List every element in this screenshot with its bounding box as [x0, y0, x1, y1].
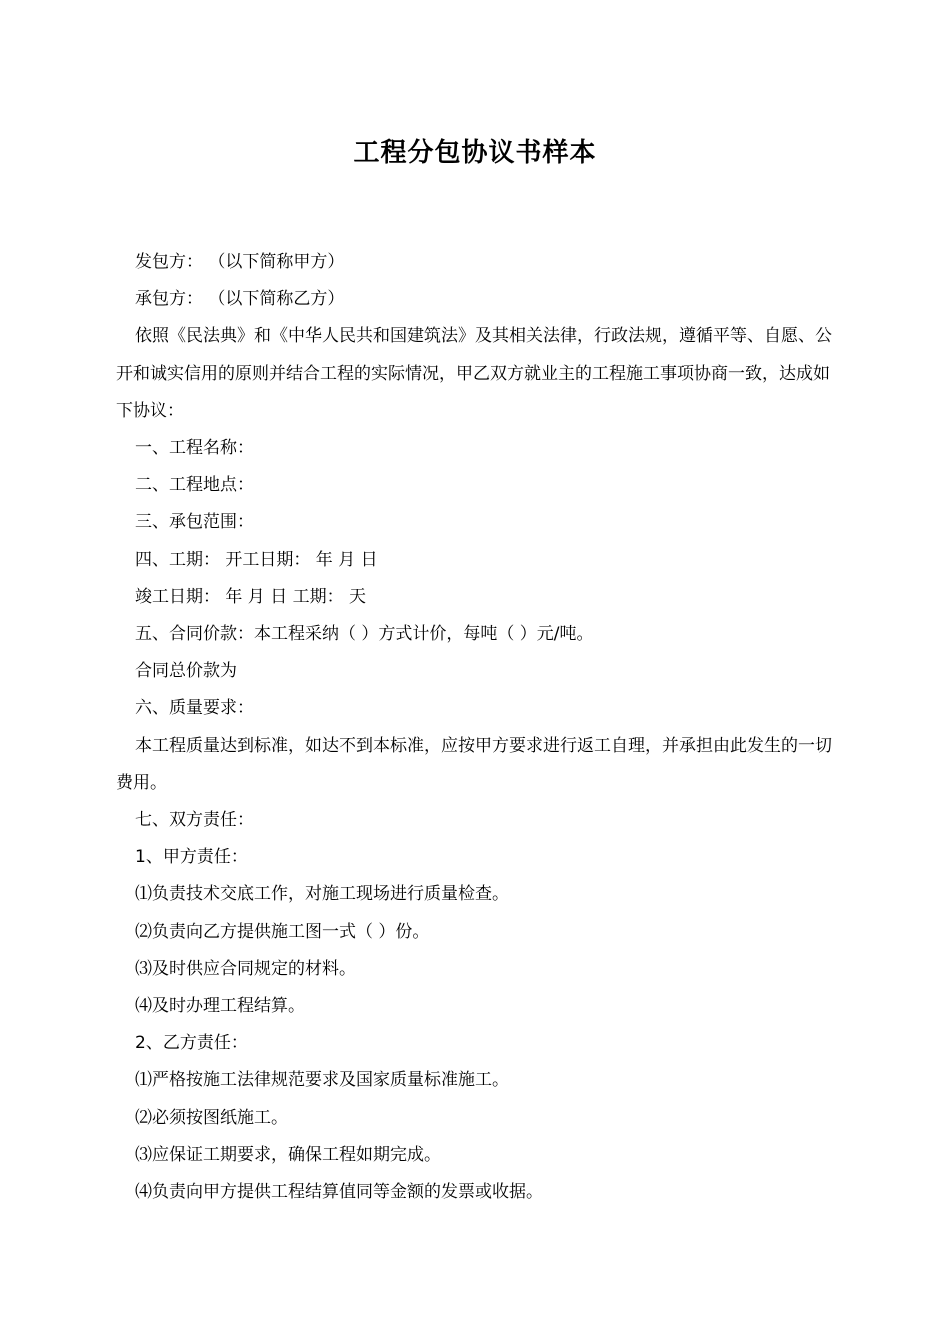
clause-schedule-end: 竣工日期： 年 月 日 工期： 天 — [135, 586, 367, 607]
party-a-item-4: ⑷及时办理工程结算。 — [135, 996, 305, 1017]
party-b-responsibilities-heading: 2、乙方责任： — [135, 1033, 248, 1054]
document-title: 工程分包协议书样本 — [353, 138, 597, 168]
preamble-paragraph: 依照《民法典》和《中华人民共和国建筑法》及其相关法律，行政法规，遵循平等、自愿、公开和诚实信用的原则并结合工程的实际情况，甲乙双方就业主的工程施工事项协商一致，达成如下协议： — [116, 326, 832, 421]
clause-quality-text: 本工程质量达到标准，如达不到本标准，应按甲方要求进行返工自理，并承担由此发生的一切费用。 — [116, 735, 832, 793]
party-a-item-2: ⑵负责向乙方提供施工图一式（ ）份。 — [135, 921, 430, 942]
party-b-item-2: ⑵必须按图纸施工。 — [135, 1107, 288, 1128]
clause-project-location: 二、工程地点： — [135, 475, 254, 496]
party-a-item-3: ⑶及时供应合同规定的材料。 — [135, 958, 356, 979]
clause-project-name: 一、工程名称： — [135, 438, 254, 459]
party-a-line: 发包方： （以下简称甲方） — [135, 252, 345, 272]
party-b-line: 承包方： （以下简称乙方） — [135, 289, 345, 310]
clause-responsibilities-heading: 七、双方责任： — [135, 810, 254, 831]
clause-contract-price: 五、合同价款：本工程采纳（ ）方式计价，每吨（ ）元/吨。 — [135, 624, 594, 645]
party-b-item-4: ⑷负责向甲方提供工程结算值同等金额的发票或收据。 — [135, 1182, 543, 1203]
clause-scope: 三、承包范围： — [135, 512, 254, 533]
document-body — [116, 244, 840, 1211]
clause-total-price: 合同总价款为 — [135, 661, 237, 682]
party-b-item-1: ⑴严格按施工法律规范要求及国家质量标准施工。 — [135, 1070, 509, 1091]
party-a-item-1: ⑴负责技术交底工作，对施工现场进行质量检查。 — [135, 884, 509, 905]
party-a-responsibilities-heading: 1、甲方责任： — [135, 847, 248, 868]
clause-schedule-start: 四、工期： 开工日期： 年 月 日 — [135, 549, 378, 570]
clause-quality-heading: 六、质量要求： — [135, 698, 254, 719]
party-b-item-3: ⑶应保证工期要求，确保工程如期完成。 — [135, 1144, 441, 1165]
